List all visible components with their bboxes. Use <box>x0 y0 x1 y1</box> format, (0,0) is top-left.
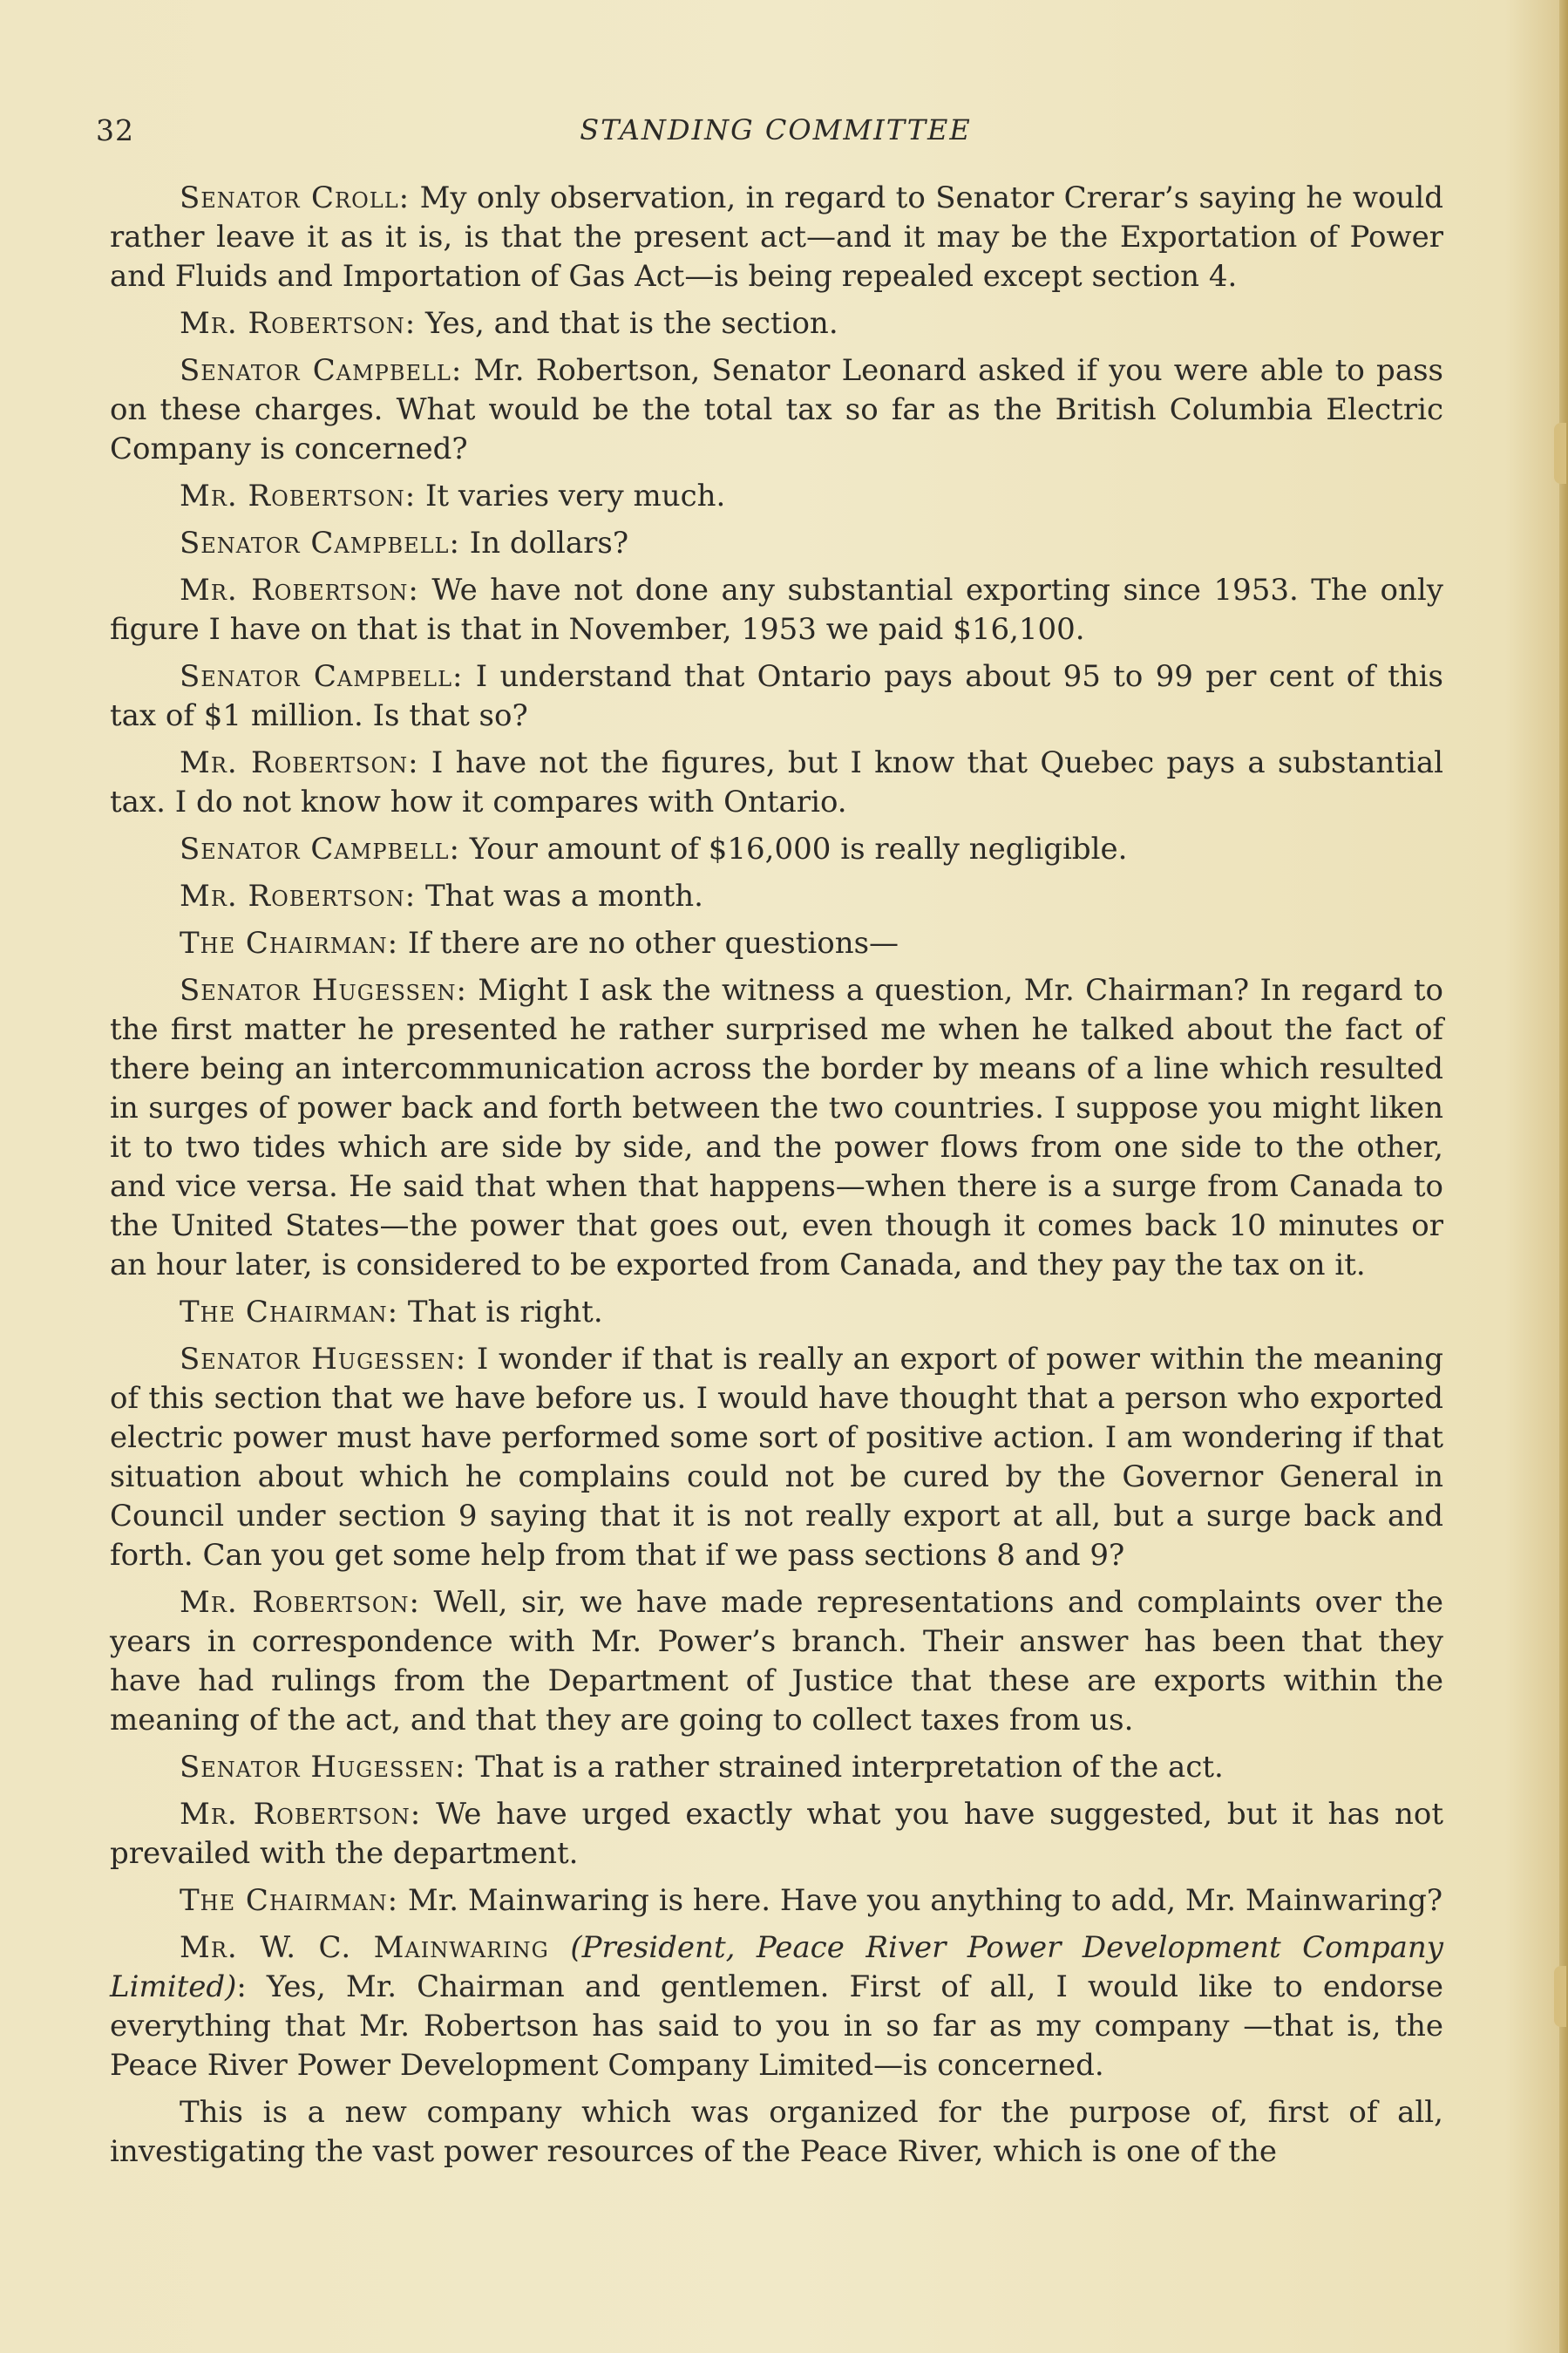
paragraph <box>110 1340 1443 1575</box>
paragraph <box>110 524 1443 563</box>
paragraph <box>110 571 1443 649</box>
paragraph <box>110 1795 1443 1874</box>
paragraph <box>110 1928 1443 2085</box>
paragraph-text: In dollars? <box>459 526 629 561</box>
paragraph-text: Yes, and that is the section. <box>416 306 838 341</box>
speaker-name: The Chairman: <box>180 1883 399 1918</box>
speaker-name: Senator Hugessen: <box>180 1342 467 1377</box>
paragraph-text: Mr. Mainwaring is here. Have you anything to add, Mr. Mainwaring? <box>398 1883 1443 1918</box>
paragraph-text: I wonder if that is really an export of power within the meaning of this section that we have before us. I would have thought that a person who exported electric power must have performed some sort of positive action. I am wondering if that situation about which he complains could not be cured by the Governor General in Council under section 9 saying that it is not really export at all, but a surge back and forth. Can you get some help from that if we pass sections 8 and 9? <box>110 1342 1443 1573</box>
paragraph-text: Mr. Robertson, Senator Leonard asked if you were able to pass on these charges. What would be the total tax so far as the British Columbia Electric Company is concerned? <box>110 353 1443 466</box>
speaker-name: Senator Croll: <box>180 180 411 215</box>
paragraph <box>110 351 1443 469</box>
paragraph-text: That is right. <box>398 1295 603 1330</box>
paragraph-text: That is a rather strained interpretation of the act. <box>465 1750 1224 1785</box>
running-head: STANDING COMMITTEE <box>580 113 972 146</box>
paragraph-text: We have urged exactly what you have suggested, but it has not prevailed with the department. <box>110 1797 1443 1871</box>
paragraph <box>110 304 1443 343</box>
speaker-name: Mr. Robertson: <box>180 745 419 780</box>
binding-tab <box>1554 1966 1566 2027</box>
speaker-name: Senator Hugessen: <box>180 1750 466 1785</box>
paragraph-text: I have not the figures, but I know that Quebec pays a substantial tax. I do not know how it compares with Ontario. <box>110 745 1443 819</box>
paragraph <box>110 830 1443 869</box>
paragraph <box>110 1293 1443 1332</box>
speaker-name: Mr. Robertson: <box>180 1585 420 1620</box>
page-header <box>96 113 1456 157</box>
paragraph-text: We have not done any substantial exporting since 1953. The only figure I have on that is that in November, 1953 we paid $16,100. <box>110 573 1443 647</box>
speaker-role: (President, Peace River Power Development Company Limited) <box>110 1930 1443 2004</box>
paragraph-text: Well, sir, we have made representations and complaints over the years in correspondence with Mr. Power’s branch. Their answer has been that they have had rulings from the Department of Justice that these are exports within the meaning of the act, and that they are going to collect taxes from us. <box>110 1585 1443 1738</box>
paragraph <box>110 477 1443 516</box>
speaker-name: Mr. Robertson: <box>180 573 419 608</box>
paragraph-text: : Yes, Mr. Chairman and gentlemen. First of all, I would like to endorse everything that Mr. Robertson has said to you in so far as my company —that is, the Peace River Power Development Company Limited—is concerned. <box>110 1969 1443 2083</box>
paragraph-text: My only observation, in regard to Senator Crerar’s saying he would rather leave it as it is, is that the present act—and it may be the Exportation of Power and Fluids and Importation of Gas Act—is being repealed except section 4. <box>110 180 1443 294</box>
paragraph-text: Your amount of $16,000 is really negligible. <box>459 832 1128 867</box>
paragraph <box>110 971 1443 1285</box>
paragraph-text: It varies very much. <box>416 479 726 513</box>
speaker-name: Senator Campbell: <box>180 526 460 561</box>
speaker-name: Mr. Robertson: <box>180 1797 422 1832</box>
speaker-name: Mr. Robertson: <box>180 879 417 914</box>
paragraph <box>110 1748 1443 1787</box>
paragraph <box>110 877 1443 916</box>
paragraph <box>110 179 1443 296</box>
speaker-name: Mr. W. C. Mainwaring <box>180 1930 549 1965</box>
paragraph-text: If there are no other questions— <box>398 926 899 961</box>
speaker-name: The Chairman: <box>180 926 399 961</box>
paragraph-text: Might I ask the witness a question, Mr. Chairman? In regard to the first matter he presented he rather surprised me when he talked about the fact of there being an intercommunication across the border by means of a line which resulted in surges of power back and forth between the two countries. I suppose you might liken it to two tides which are side by side, and the power flows from one side to the other, and vice versa. He said that when that happens—when there is a surge from Canada to the United States—the power that goes out, even though it comes back 10 minutes or an hour later, is considered to be exported from Canada, and they pay the tax on it. <box>110 973 1443 1282</box>
speaker-name: Senator Campbell: <box>180 832 460 867</box>
page-number: 32 <box>96 113 134 147</box>
paragraph <box>110 1583 1443 1740</box>
paragraph <box>110 657 1443 736</box>
binding-tab <box>1554 423 1566 484</box>
paragraph-text: This is a new company which was organized for the purpose of, first of all, investigating the vast power resources of the Peace River, which is one of the <box>110 2095 1443 2169</box>
paragraph <box>110 2093 1443 2172</box>
transcript-body <box>110 179 1443 2180</box>
speaker-name: Mr. Robertson: <box>180 479 417 513</box>
speaker-name: The Chairman: <box>180 1295 399 1330</box>
paragraph <box>110 924 1443 963</box>
speaker-name: Senator Campbell: <box>180 353 463 388</box>
speaker-name: Senator Hugessen: <box>180 973 467 1008</box>
paragraph-text: That was a month. <box>416 879 703 914</box>
paragraph <box>110 1881 1443 1921</box>
paragraph-text: I understand that Ontario pays about 95 to 99 per cent of this tax of $1 million. Is that so? <box>110 659 1444 733</box>
speaker-name: Mr. Robertson: <box>180 306 417 341</box>
paragraph <box>110 744 1443 822</box>
speaker-name: Senator Campbell: <box>180 659 464 694</box>
